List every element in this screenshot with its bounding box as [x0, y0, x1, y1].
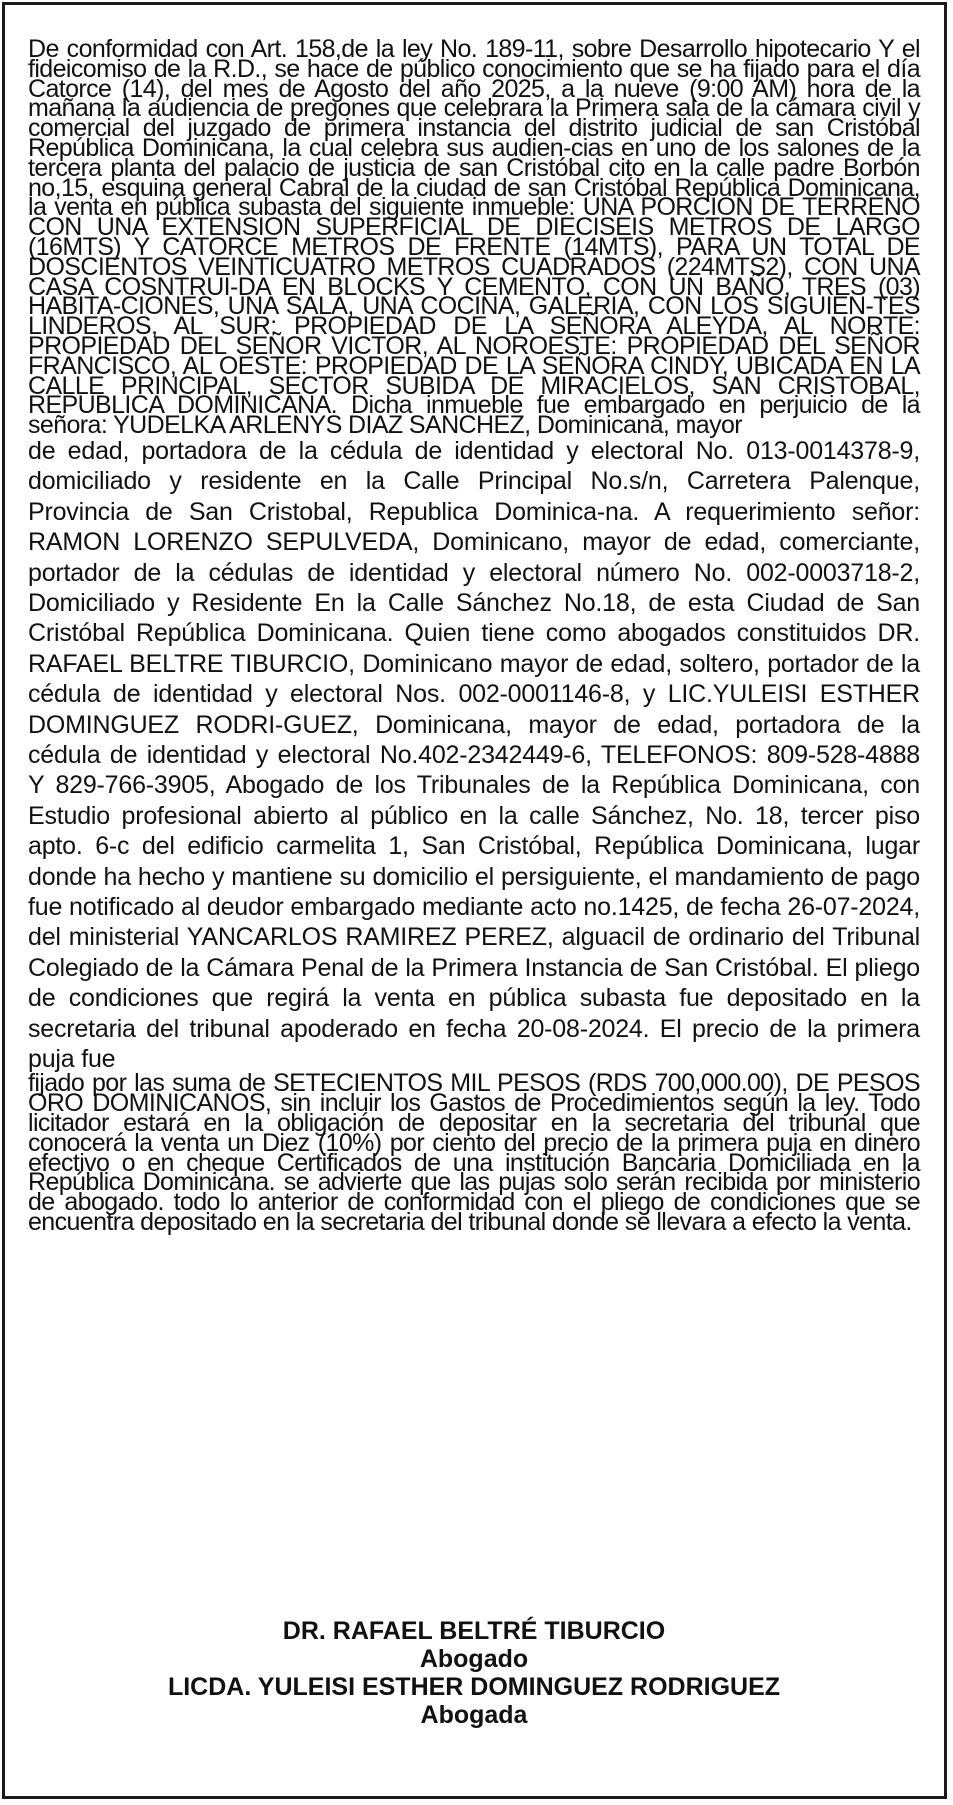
signature-name-1: DR. RAFAEL BELTRÉ TIBURCIO — [282, 1617, 666, 1645]
notice-paragraph-part3: fijado por las suma de SETECIENTOS MIL PESOS (RDS 700,000.00), DE PESOS ORO DOMINICANOS, sin incluir los Gastos de Procedimientos según la ley. Todo licitador estará en la obligación de depositar en la secretaria del tribunal que conocerá la venta un Diez (10%) por ciento del precio de la primera puja en dinero efectivo o en cheque Certificados de una institución Bancaria Domiciliada en la República Dominicana. se advierte que las pujas solo serán recibida por ministerio de abogado. todo lo anterior de conformidad con el pliego de condiciones que se encuentra depositado en la secretaria del tribunal donde se llevara a efecto la venta. — [28, 1069, 920, 1237]
notice-paragraph-part1: De conformidad con Art. 158,de la ley No. 189-11, sobre Desarrollo hipotecario Y el fideicomiso de la R.D., se hace de público conocimiento que se ha fijado para el día Catorce (14), del mes de Agosto del año 2025, a la nueve (9:00 AM) hora de la mañana la audiencia de pregones que celebrara la Primera sala de la cámara civil y comercial del juzgado de primera instancia del distrito judicial de san Cristóbal República Dominicana, la cual celebra sus audien-cias en uno de los salones de la tercera planta del palacio de justicia de san Cristóbal cito en la calle padre Borbón no,15, esquina general Cabral de la ciudad de san Cristóbal República Dominicana, la venta en pública subasta del siguiente inmueble: UNA PORCION DE TERRENO CON UNA EXTENSION SUPERFICIAL DE DIECISEIS METROS DE LARGO (16MTS) Y CATORCE METROS DE FRENTE (14MTS), PARA UN TOTAL DE DOSCIENTOS VEINTICUATRO METROS CUADRADOS (224MTS2), CON UNA CASA COSNTRUI-DA EN BLOCKS Y CEMENTO, CON UN BAÑO, TRES (03) HABITA-CIONES, UNA SALA, UNA COCINA, GALERIA, CON LOS SIGUIEN-TES LINDEROS, AL SUR: PROPIEDAD DE LA SEÑORA ALEYDA, AL NORTE: PROPIEDAD DEL SEÑOR VICTOR, AL NOROESTE: PROPIEDAD DEL SEÑOR FRANCISCO, AL OESTE: PROPIEDAD DE LA SEÑORA CINDY, UBICADA EN LA CALLE PRINCIPAL, SECTOR SUBIDA DE MIRACIELOS, SAN CRISTOBAL, REPUBLICA DOMINICANA. Dicha inmueble fue embargado en perjuicio de la señora: YUDELKA ARLENYS DIAZ SANCHEZ, Dominicana, mayor — [28, 35, 920, 440]
signature-block — [28, 1617, 920, 1729]
signature-title-1: Abogado — [419, 1645, 529, 1673]
notice-paragraph-part2: de edad, portadora de la cédula de identidad y electoral No. 013-0014378-9, domiciliado y residente en la Calle Principal No.s/n, Carretera Palenque, Provincia de San Cristobal, Republica Dominica-na. A requerimiento señor: RAMON LORENZO SEPULVEDA, Dominicano, mayor de edad, comerciante, portador de la cédulas de identidad y electoral número No. 002-0003718-2, Domiciliado y Residente En la Calle Sánchez No.18, de esta Ciudad de San Cristóbal República Dominicana. Quien tiene como abogados constituidos DR. RAFAEL BELTRE TIBURCIO, Dominicano mayor de edad, soltero, portador de la cédula de identidad y electoral Nos. 002-0001146-8, y LIC.YULEISI ESTHER DOMINGUEZ RODRI-GUEZ, Dominicana, mayor de edad, portadora de la cédula de identidad y electoral No.402-2342449-6, TELEFONOS: 809-528-4888 Y 829-766-3905, Abogado de los Tribunales de la República Dominicana, con Estudio profesional abierto al público en la calle Sánchez, No. 18, tercer piso apto. 6-c del edificio carmelita 1, San Cristóbal, República Dominicana, lugar donde ha hecho y mantiene su domicilio el persiguiente, el mandamiento de pago fue notificado al deudor embargado mediante acto no.1425, de fecha 26-07-2024, del ministerial YANCARLOS RAMIREZ PEREZ, alguacil de ordinario del Tribunal Colegiado de la Cámara Penal de la Primera Instancia de San Cristóbal. El pliego de condiciones que regirá la venta en pública subasta fue depositado en la secretaria del tribunal apoderado en fecha 20-08-2024. El precio de la primera puja fue — [28, 436, 920, 1074]
signature-name-2: LICDA. YULEISI ESTHER DOMINGUEZ RODRIGUEZ — [167, 1673, 781, 1701]
signature-title-2: Abogada — [420, 1701, 528, 1729]
notice-body — [28, 35, 920, 1237]
